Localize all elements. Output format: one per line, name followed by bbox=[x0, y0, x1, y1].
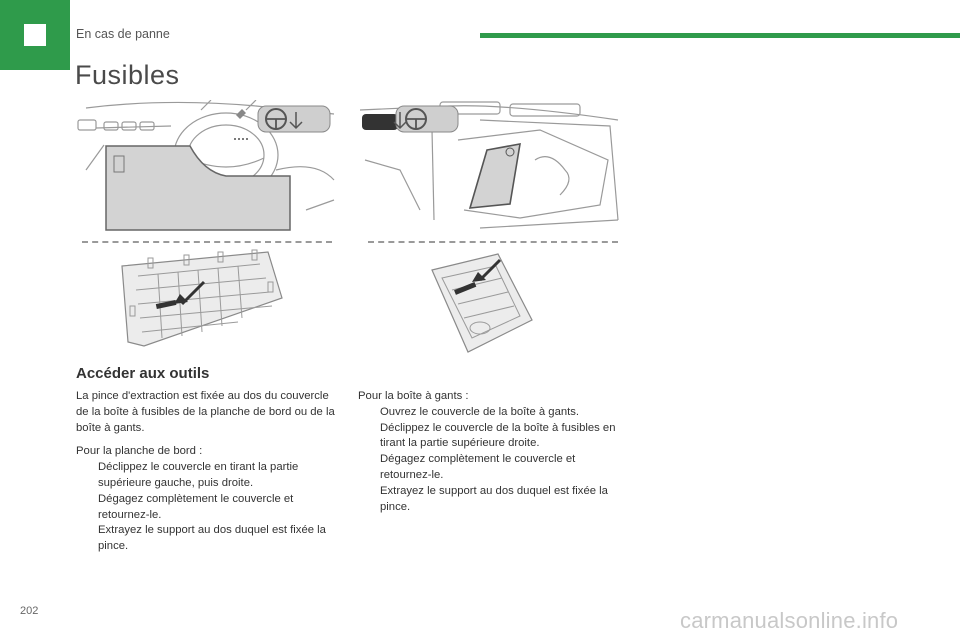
header-rule bbox=[480, 33, 960, 38]
page-number: 202 bbox=[20, 605, 39, 617]
list-item: Ouvrez le couvercle de la boîte à gants. bbox=[380, 405, 580, 418]
left-column bbox=[76, 389, 341, 555]
list-item: Extrayez le support au dos duquel est fixée la pince. bbox=[380, 484, 608, 513]
list-item: Dégagez complètement le couvercle et retournez-le. bbox=[380, 453, 576, 481]
divider-right bbox=[368, 241, 618, 243]
dashboard-heading: Pour la planche de bord : bbox=[76, 445, 203, 458]
list-item: Déclippez le couvercle de la boîte à fusibles en tirant la partie supérieure droite. bbox=[380, 421, 616, 450]
dashboard-cover-tweezers-illustration bbox=[118, 246, 288, 354]
intro-paragraph: La pince d'extraction est fixée au dos du couvercle de la boîte à fusibles de la planche de bord ou de la boîte à gants. bbox=[76, 390, 335, 434]
glovebox-heading: Pour la boîte à gants : bbox=[358, 390, 469, 402]
list-item: Extrayez le support au dos duquel est fixée la pince. bbox=[98, 524, 326, 553]
glovebox-cover-tweezers-illustration bbox=[428, 248, 538, 358]
list-item: Dégagez complètement le couvercle et retournez-le. bbox=[98, 492, 294, 521]
glovebox-steps-list bbox=[358, 405, 623, 516]
dashboard-fusebox-illustration bbox=[76, 100, 338, 238]
section-subheading: Accéder aux outils bbox=[76, 365, 210, 382]
divider-left bbox=[82, 241, 332, 243]
right-column bbox=[358, 389, 623, 515]
chapter-tab-square bbox=[24, 24, 46, 46]
glovebox-illustration bbox=[360, 100, 622, 238]
chapter-tab bbox=[0, 0, 70, 70]
page-title: Fusibles bbox=[75, 60, 180, 90]
dashboard-steps-list bbox=[76, 460, 341, 555]
list-item: Déclippez le couvercle en tirant la partie supérieure gauche, puis droite. bbox=[98, 461, 299, 489]
watermark: carmanualsonline.info bbox=[680, 608, 899, 633]
section-label: En cas de panne bbox=[76, 27, 170, 41]
